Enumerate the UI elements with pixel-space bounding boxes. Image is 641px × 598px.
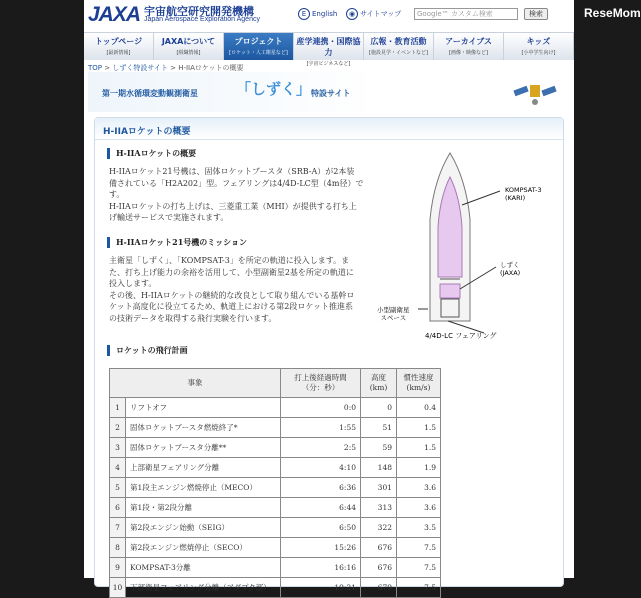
site-banner bbox=[88, 72, 570, 112]
nav-industry[interactable]: 産学連携・国際協力 [宇宙ビジネスなど] bbox=[294, 33, 364, 60]
content-panel bbox=[94, 117, 564, 592]
col-velocity: 慣性速度 (km/s) bbox=[397, 369, 441, 398]
jaxa-logo[interactable]: JAXA bbox=[88, 3, 141, 26]
kompsat-label: KOMPSAT-3 (KARI) bbox=[505, 186, 542, 202]
org-name-en: Japan Aerospace Exploration Agency bbox=[144, 16, 260, 23]
nav-pr[interactable]: 広報・教育活動 [施設見学・イベントなど] bbox=[364, 33, 434, 60]
satellite-icon bbox=[512, 76, 558, 110]
section-overview-title: H-IIAロケットの概要 bbox=[107, 148, 196, 159]
table-row: 4 上部衛星フェアリング分離 4:10 148 1.9 bbox=[110, 458, 441, 478]
sitemap-icon: ◉ bbox=[346, 8, 358, 20]
fairing-label: 4/4D-LC フェアリング bbox=[425, 332, 497, 340]
col-elapsed: 打上後経過時間 （分：秒） bbox=[281, 369, 361, 398]
section-flightplan-title: ロケットの飛行計画 bbox=[107, 345, 188, 356]
table-row: 5 第1段主エンジン燃焼停止（MECO） 6:36 301 3.6 bbox=[110, 478, 441, 498]
flight-plan-table bbox=[109, 368, 441, 598]
table-row: 10 下部衛星フェアリング分離（アダプタ部） 19:21 679 7.5 bbox=[110, 578, 441, 598]
breadcrumb-top[interactable]: TOP bbox=[88, 64, 103, 72]
nav-projects[interactable]: プロジェクト [ロケット・人工衛星など] bbox=[224, 33, 294, 60]
english-link[interactable]: E English bbox=[298, 8, 337, 20]
mission-text: 主衛星「しずく」、「KOMPSAT-3」を所定の軌道に投入します。ま た、打ち上げ能力の余裕を活用して、小型副衛星2基を所定の軌道に 投入します。 その後、H-IIAロケットの継続的な改良として取り組んでいる基幹ロ ケット高度化に役立てるため、軌道上における第2段ロケット推進系 の技術データを取得する飛行実験を行います。 bbox=[109, 256, 355, 323]
small-sat-label: 小型副衛星 スペース bbox=[377, 306, 410, 322]
nav-about[interactable]: JAXAについて [組織情報] bbox=[154, 33, 224, 60]
nav-kids[interactable]: キッズ [小中学生向け] bbox=[504, 33, 574, 60]
breadcrumb-site[interactable]: しずく特設サイト bbox=[112, 64, 168, 72]
table-row: 6 第1段・第2段分離 6:44 313 3.6 bbox=[110, 498, 441, 518]
sitemap-link[interactable]: ◉ サイトマップ bbox=[346, 8, 401, 20]
banner-subtitle: 第一期水循環変動観測衛星 bbox=[102, 89, 198, 98]
nav-top[interactable]: トップページ [最新情報] bbox=[84, 33, 154, 60]
page bbox=[84, 0, 574, 592]
nav-archives[interactable]: アーカイブス [画像・映像など] bbox=[434, 33, 504, 60]
overview-text: H-IIAロケット21号機は、固体ロケットブースタ（SRB-A）が2本装 備されている「H2A202」型。フェアリングは4/4D-LC型（4m径）で す。 H-IIAロケットの打ち上げは、三菱重工業（MHI）が提供する打ち上 げ輸送サービスで実施されます。 bbox=[109, 167, 364, 222]
table-row: 7 第2段エンジン始動（SEIG） 6:50 322 3.5 bbox=[110, 518, 441, 538]
search-input[interactable]: Google™ カスタム検索 bbox=[414, 8, 518, 20]
main-nav bbox=[84, 32, 574, 67]
table-row: 1 リフトオフ 0:0 0 0.4 bbox=[110, 398, 441, 418]
table-row: 8 第2段エンジン燃焼停止（SECO） 15:26 676 7.5 bbox=[110, 538, 441, 558]
watermark: ReseMom bbox=[584, 6, 641, 20]
shizuku-label: しずく (JAXA) bbox=[500, 261, 521, 277]
breadcrumb-current: H-IIAロケットの概要 bbox=[178, 64, 244, 72]
org-name-jp: 宇宙航空研究開発機構 bbox=[144, 5, 254, 18]
table-row: 9 KOMPSAT-3分離 16:16 676 7.5 bbox=[110, 558, 441, 578]
table-row: 2 固体ロケットブースタ燃焼終了* 1:55 51 1.5 bbox=[110, 418, 441, 438]
banner-title: 「しずく」 bbox=[236, 80, 312, 98]
e-icon: E bbox=[298, 8, 310, 20]
header bbox=[84, 0, 574, 32]
col-altitude: 高度 (km) bbox=[361, 369, 397, 398]
table-row: 3 固体ロケットブースタ分離** 2:5 59 1.5 bbox=[110, 438, 441, 458]
content-header: H-IIAロケットの概要 bbox=[95, 118, 563, 140]
banner-tail: 特設サイト bbox=[311, 89, 351, 98]
col-event: 事象 bbox=[110, 369, 281, 398]
search-button[interactable]: 検索 bbox=[524, 8, 548, 20]
table-header-row bbox=[110, 369, 441, 398]
section-mission-title: H-IIAロケット21号機のミッション bbox=[107, 237, 247, 248]
breadcrumb: TOP > しずく特設サイト > H-IIAロケットの概要 bbox=[88, 64, 244, 72]
fairing-diagram bbox=[390, 149, 560, 349]
